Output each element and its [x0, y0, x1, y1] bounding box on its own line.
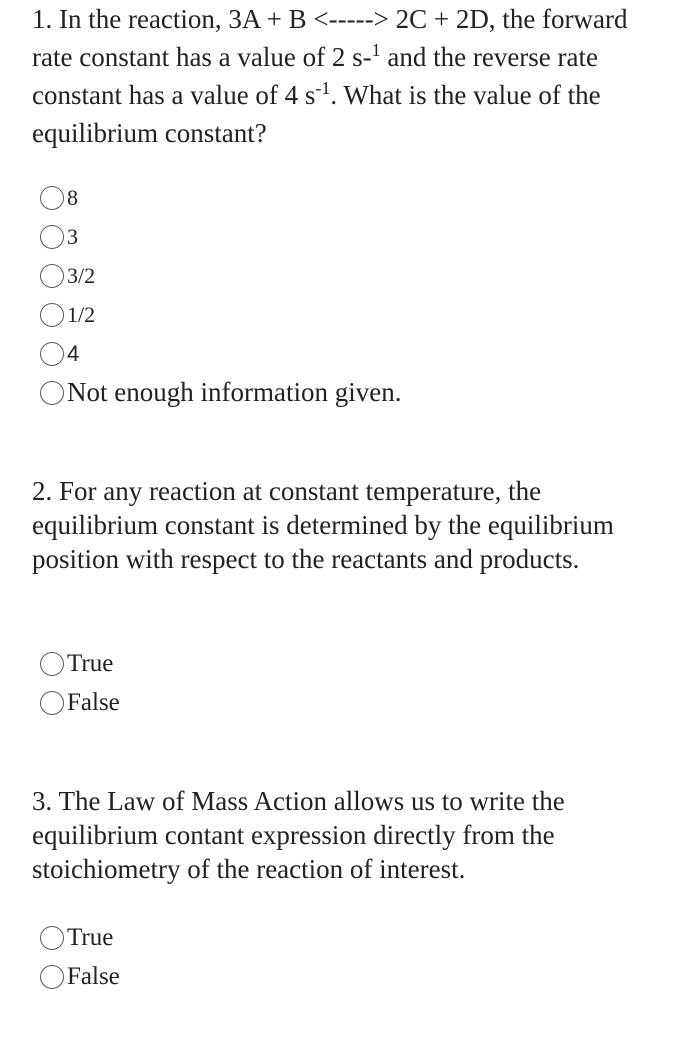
option-label: False [67, 962, 120, 990]
option-label: False [67, 688, 120, 716]
question-3 [32, 784, 672, 886]
question-2-options [40, 644, 120, 722]
question-number: 2. [32, 476, 53, 506]
option-1b[interactable] [40, 217, 401, 256]
radio-button[interactable] [40, 264, 64, 288]
question-3-text: 3. The Law of Mass Action allows us to write the equilibrium contant expression directly from the stoichiometry of the reaction of interest. [32, 786, 565, 884]
option-label: True [67, 649, 114, 677]
option-1e[interactable] [40, 334, 401, 373]
question-1-options [40, 178, 401, 412]
option-label: 4 [67, 340, 80, 366]
question-2-text: 2. For any reaction at constant temperature, the equilibrium constant is determined by the equilibrium position with respect to the reactants and products. [32, 476, 614, 574]
radio-button[interactable] [40, 303, 64, 327]
question-3-options [40, 918, 120, 996]
option-label: Not enough information given. [67, 377, 402, 407]
option-label: 3 [67, 223, 78, 249]
question-number: 3. [32, 786, 53, 816]
radio-button[interactable] [40, 342, 64, 366]
option-3-true[interactable] [40, 918, 120, 957]
radio-button[interactable] [40, 965, 64, 989]
radio-button[interactable] [40, 186, 64, 210]
option-1c[interactable] [40, 256, 401, 295]
option-label: 1/2 [67, 301, 96, 327]
option-2-true[interactable] [40, 644, 120, 683]
radio-button[interactable] [40, 926, 64, 950]
option-1f[interactable] [40, 373, 401, 412]
question-2 [32, 474, 672, 576]
option-label: 8 [67, 184, 78, 210]
option-label: True [67, 923, 114, 951]
radio-button[interactable] [40, 381, 64, 405]
option-1d[interactable] [40, 295, 401, 334]
option-2-false[interactable] [40, 683, 120, 722]
question-1 [32, 0, 672, 152]
question-1-text: 1. In the reaction, 3A + B <-----> 2C + 2D, the forward rate constant has a value of 2 s-$^1$ and the reverse rate constant has a value of 4 $s^{-1}$. What is the value of the equilibrium constant? [32, 4, 628, 148]
radio-button[interactable] [40, 691, 64, 715]
question-number: 1. [32, 4, 53, 34]
option-1a[interactable] [40, 178, 401, 217]
radio-button[interactable] [40, 652, 64, 676]
radio-button[interactable] [40, 225, 64, 249]
option-3-false[interactable] [40, 957, 120, 996]
option-label: 3/2 [67, 262, 96, 288]
